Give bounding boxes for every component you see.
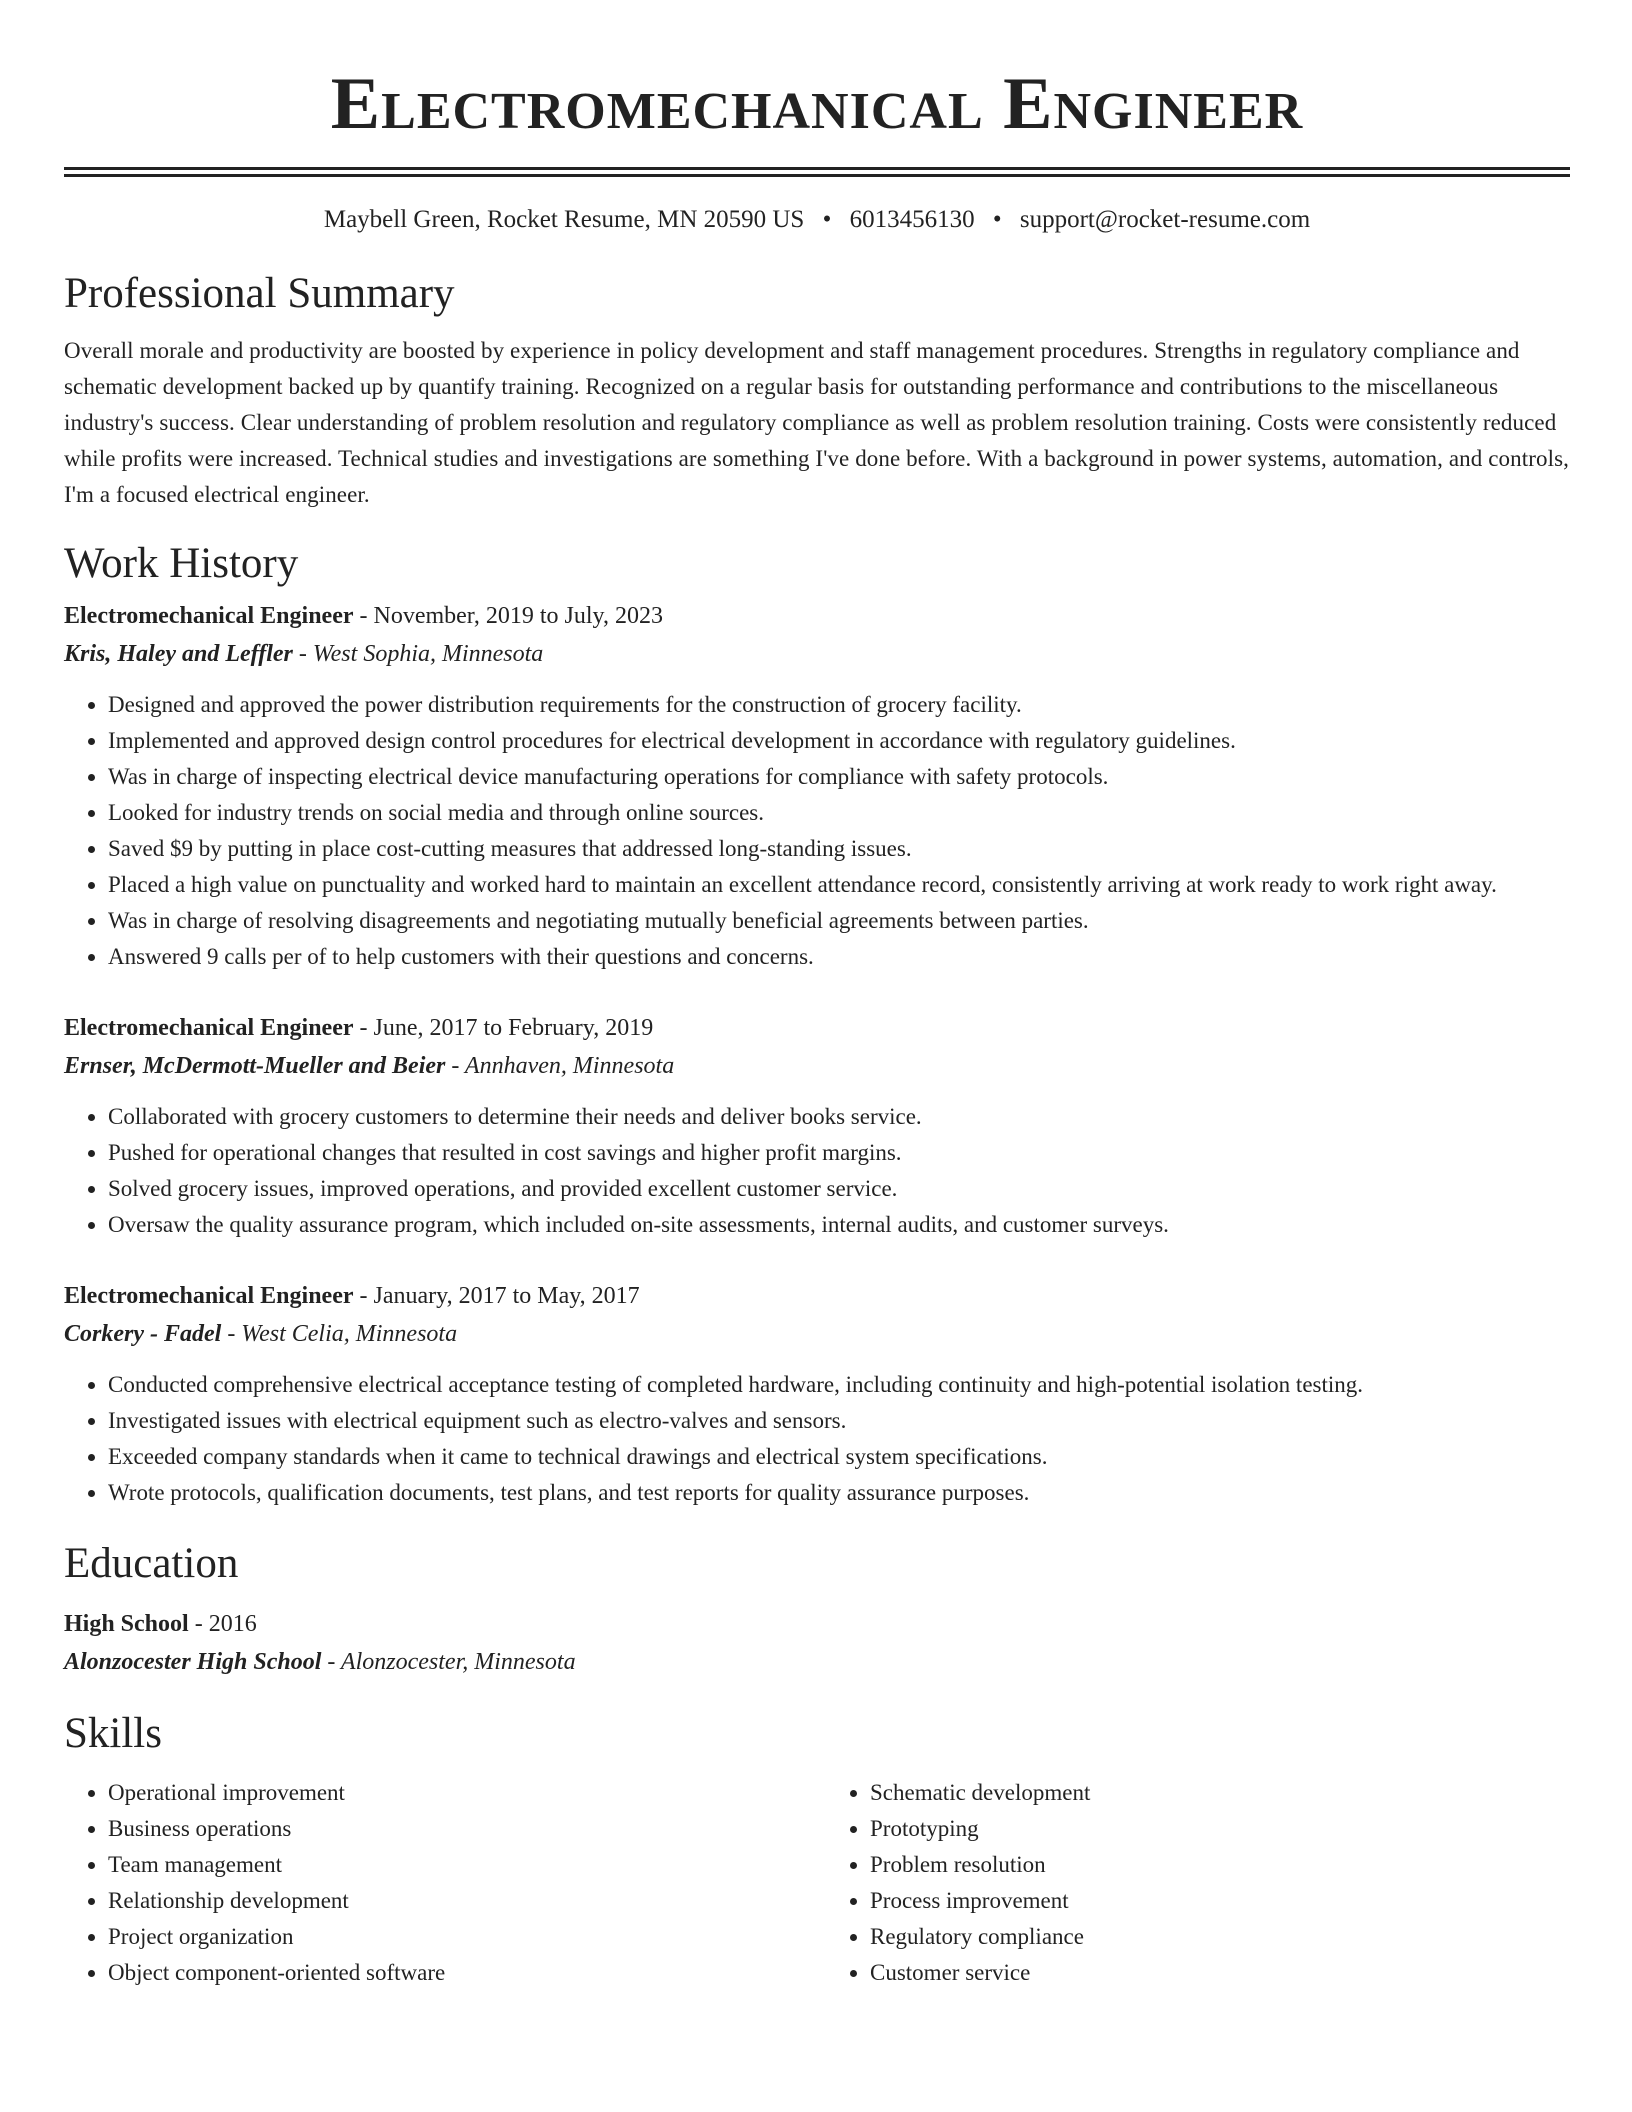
job-duty: • Implemented and approved design control procedures for electrical development in accordance with regulatory guidelines. (108, 723, 1570, 759)
skills-columns (64, 1775, 1570, 1991)
job-dates: - June, 2017 to February, 2019 (353, 1015, 654, 1041)
job-duty: • Collaborated with grocery customers to determine their needs and deliver books service. (108, 1099, 1570, 1135)
education-degree: High School (64, 1611, 189, 1637)
contact-separator: • (992, 206, 1002, 233)
skill-item: • Object component-oriented software (108, 1955, 806, 1991)
job-title: Electromechanical Engineer (64, 1283, 354, 1309)
skill-item: • Relationship development (108, 1883, 806, 1919)
contact-separator: • (822, 206, 832, 233)
skill-item: • Project organization (108, 1919, 806, 1955)
skills-column-right (826, 1775, 1540, 1991)
job-header (64, 1277, 1570, 1315)
job-company: Ernser, McDermott-Mueller and Beier (64, 1053, 446, 1079)
skill-item: • Business operations (108, 1811, 806, 1847)
contact-phone: 6013456130 (849, 206, 975, 233)
summary-section (64, 269, 1570, 513)
job-title: Electromechanical Engineer (64, 1015, 354, 1041)
job-location: - West Celia, Minnesota (221, 1321, 458, 1347)
job-header (64, 597, 1570, 635)
summary-text: Overall morale and productivity are boosted by experience in policy development and staff management procedures. Strengths in regulatory compliance and schematic development backed up by quantify training. Recognized on a regular basis for outstanding performance and contributions to the miscellaneous industry's success. Clear understanding of problem resolution and regulatory compliance as well as problem resolution training. Costs were consistently reduced while profits were increased. Technical studies and investigations are something I've done before. With a background in power systems, automation, and controls, I'm a focused electrical engineer. (64, 338, 1569, 507)
job-duties (64, 1099, 1570, 1243)
job-company: Kris, Haley and Leffler (64, 641, 293, 667)
work-history-heading: Work History (64, 540, 299, 587)
contact-address: Maybell Green, Rocket Resume, MN 20590 US (323, 206, 805, 233)
job-header (64, 1009, 1570, 1047)
skill-item: • Problem resolution (870, 1847, 1540, 1883)
title-divider (64, 167, 1570, 177)
job-duties (64, 687, 1570, 975)
job-duties (64, 1367, 1570, 1511)
job-company: Corkery - Fadel (64, 1321, 222, 1347)
summary-heading: Professional Summary (64, 270, 455, 317)
job-duty: • Pushed for operational changes that resulted in cost savings and higher profit margins. (108, 1135, 1570, 1171)
education-section (64, 1539, 1570, 1681)
job-duty: • Conducted comprehensive electrical acceptance testing of completed hardware, including continuity and high-potential isolation testing. (108, 1367, 1570, 1403)
resume-title: Electromechanical Engineer (330, 63, 1304, 145)
skill-item: • Operational improvement (108, 1775, 806, 1811)
education-school-line (64, 1643, 1570, 1681)
job-duty: • Was in charge of resolving disagreements and negotiating mutually beneficial agreements between parties. (108, 903, 1570, 939)
job-entry (64, 1009, 1570, 1243)
job-entry (64, 1277, 1570, 1511)
skill-item: • Team management (108, 1847, 806, 1883)
job-duty: • Exceeded company standards when it came to technical drawings and electrical system specifications. (108, 1439, 1570, 1475)
contact-line (64, 205, 1570, 235)
job-employer (64, 635, 1570, 673)
education-header (64, 1605, 1570, 1643)
skill-item: • Prototyping (870, 1811, 1540, 1847)
job-duty: • Was in charge of inspecting electrical device manufacturing operations for compliance with safety protocols. (108, 759, 1570, 795)
contact-email: support@rocket-resume.com (1019, 206, 1311, 233)
job-entry (64, 597, 1570, 975)
job-duty: • Solved grocery issues, improved operations, and provided excellent customer service. (108, 1171, 1570, 1207)
job-dates: - January, 2017 to May, 2017 (353, 1283, 640, 1309)
job-duty: • Saved $9 by putting in place cost-cutting measures that addressed long-standing issues. (108, 831, 1570, 867)
job-duty: • Answered 9 calls per of to help customers with their questions and concerns. (108, 939, 1570, 975)
job-duty: • Designed and approved the power distribution requirements for the construction of grocery facility. (108, 687, 1570, 723)
skill-item: • Customer service (870, 1955, 1540, 1991)
job-duty: • Wrote protocols, qualification documents, test plans, and test reports for quality assurance purposes. (108, 1475, 1570, 1511)
job-employer (64, 1315, 1570, 1353)
skill-item: • Schematic development (870, 1775, 1540, 1811)
job-employer (64, 1047, 1570, 1085)
job-dates: - November, 2019 to July, 2023 (353, 603, 663, 629)
skill-item: • Process improvement (870, 1883, 1540, 1919)
job-location: - West Sophia, Minnesota (292, 641, 544, 667)
work-history-section (64, 539, 1570, 1511)
education-location: - Alonzocester, Minnesota (321, 1649, 576, 1675)
skill-item: • Regulatory compliance (870, 1919, 1540, 1955)
job-duty: • Oversaw the quality assurance program, which included on-site assessments, internal audits, and customer surveys. (108, 1207, 1570, 1243)
job-title: Electromechanical Engineer (64, 603, 354, 629)
skills-heading: Skills (64, 1710, 162, 1757)
skills-section (64, 1709, 1570, 1991)
job-duty: • Looked for industry trends on social media and through online sources. (108, 795, 1570, 831)
education-year: - 2016 (188, 1611, 257, 1637)
education-school: Alonzocester High School (64, 1649, 322, 1675)
education-heading: Education (64, 1540, 239, 1587)
education-entry (64, 1605, 1570, 1681)
job-location: - Annhaven, Minnesota (445, 1053, 675, 1079)
resume-page (64, 0, 1570, 1991)
job-duty: • Placed a high value on punctuality and worked hard to maintain an excellent attendance record, consistently arriving at work ready to work right away. (108, 867, 1570, 903)
job-duty: • Investigated issues with electrical equipment such as electro-valves and sensors. (108, 1403, 1570, 1439)
skills-column-left (64, 1775, 806, 1991)
